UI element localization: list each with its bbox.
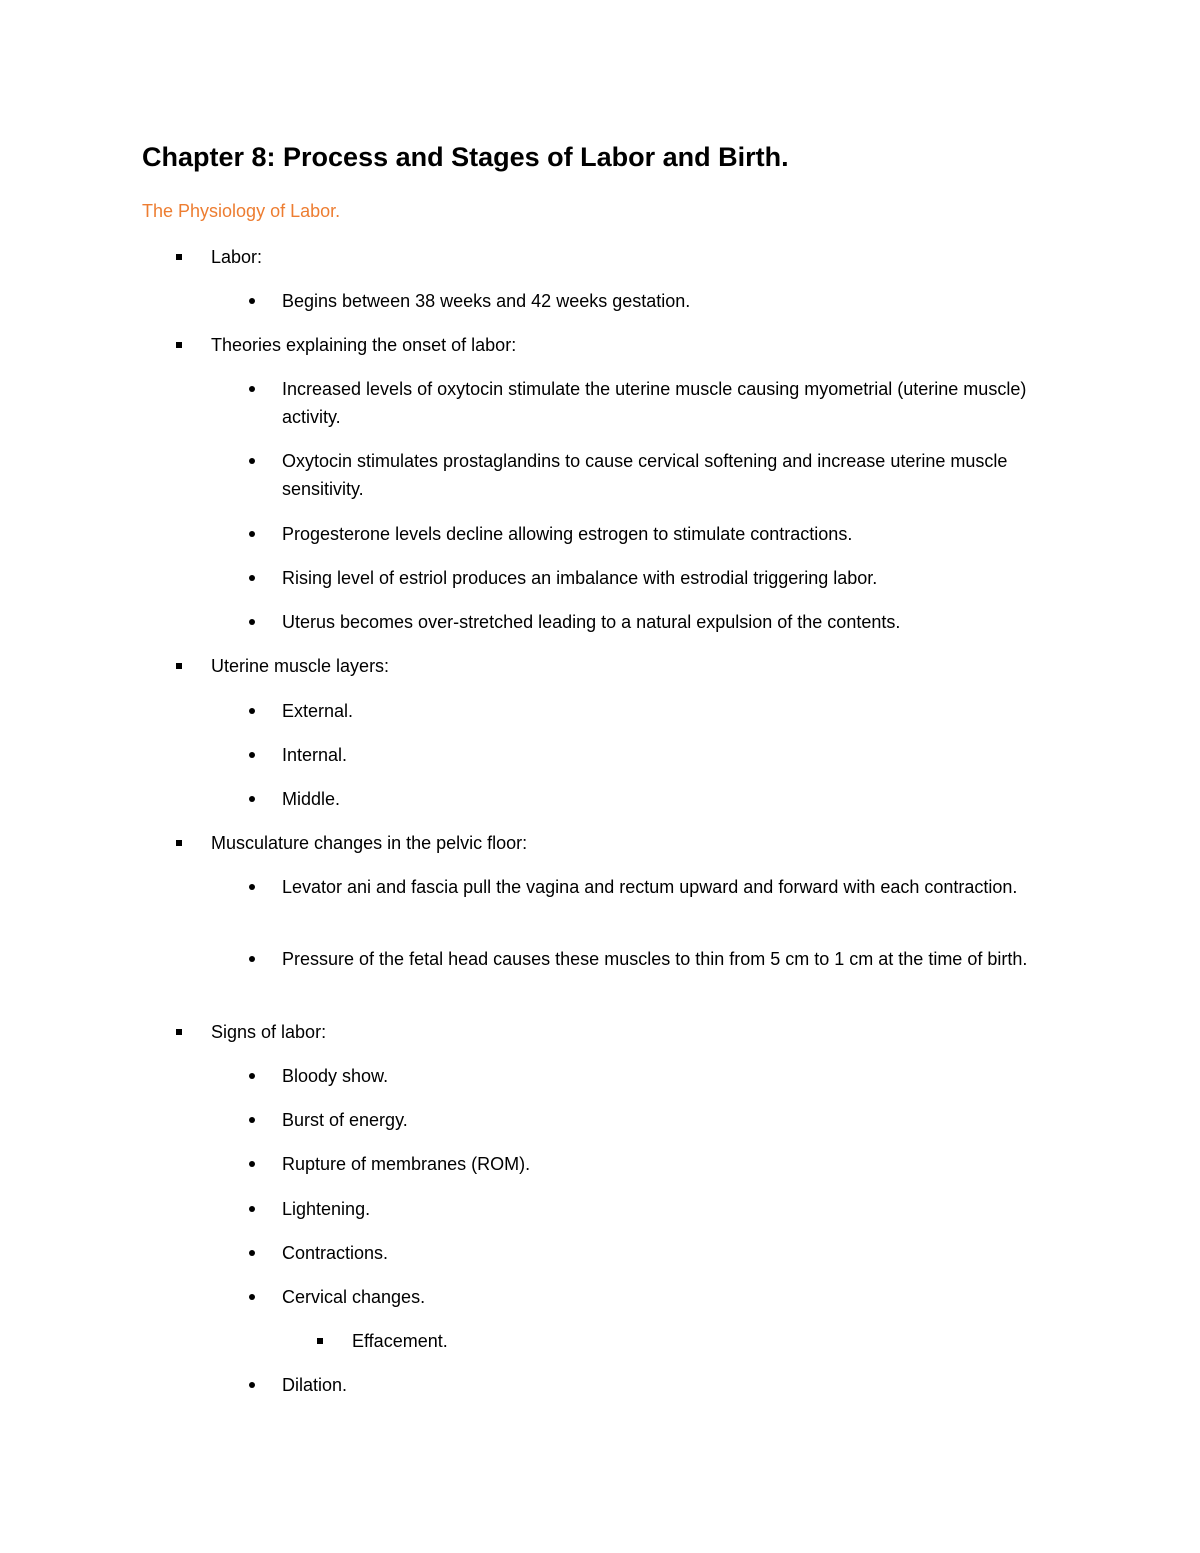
round-bullet-icon [249, 608, 255, 625]
square-bullet-icon [176, 331, 182, 348]
list-item: Labor: [211, 243, 262, 271]
list-item: Increased levels of oxytocin stimulate the uterine muscle causing myometrial (uterine muscle) activity. [282, 375, 1072, 431]
list-item: Pressure of the fetal head causes these muscles to thin from 5 cm to 1 cm at the time of birth. [282, 945, 1072, 973]
list-item: Begins between 38 weeks and 42 weeks gestation. [282, 287, 1072, 315]
list-item: Musculature changes in the pelvic floor: [211, 829, 527, 857]
list-item: Dilation. [282, 1371, 1072, 1399]
list-item: Middle. [282, 785, 1072, 813]
round-bullet-icon [249, 287, 255, 304]
list-item: Bloody show. [282, 1062, 1072, 1090]
round-bullet-icon [249, 741, 255, 758]
round-bullet-icon [249, 564, 255, 581]
square-bullet-icon [176, 652, 182, 669]
round-bullet-icon [249, 447, 255, 464]
list-item: Internal. [282, 741, 1072, 769]
list-item: Oxytocin stimulates prostaglandins to cause cervical softening and increase uterine muscle sensitivity. [282, 447, 1072, 503]
round-bullet-icon [249, 1062, 255, 1079]
list-item: Theories explaining the onset of labor: [211, 331, 516, 359]
chapter-title: Chapter 8: Process and Stages of Labor and Birth. [142, 142, 789, 172]
list-item: Contractions. [282, 1239, 1072, 1267]
list-item: Progesterone levels decline allowing estrogen to stimulate contractions. [282, 520, 1072, 548]
round-bullet-icon [249, 785, 255, 802]
list-item: Effacement. [352, 1327, 448, 1355]
list-item: Rupture of membranes (ROM). [282, 1150, 1072, 1178]
list-item: Cervical changes. [282, 1283, 1072, 1311]
round-bullet-icon [249, 1283, 255, 1300]
round-bullet-icon [249, 873, 255, 890]
round-bullet-icon [249, 1195, 255, 1212]
list-item: Levator ani and fascia pull the vagina and rectum upward and forward with each contraction. [282, 873, 1072, 901]
round-bullet-icon [249, 1106, 255, 1123]
square-bullet-icon [317, 1327, 323, 1344]
round-bullet-icon [249, 697, 255, 714]
round-bullet-icon [249, 520, 255, 537]
round-bullet-icon [249, 945, 255, 962]
list-item: Uterus becomes over-stretched leading to a natural expulsion of the contents. [282, 608, 1072, 636]
round-bullet-icon [249, 1239, 255, 1256]
list-item: External. [282, 697, 1072, 725]
list-item: Rising level of estriol produces an imbalance with estrodial triggering labor. [282, 564, 1072, 592]
round-bullet-icon [249, 375, 255, 392]
round-bullet-icon [249, 1150, 255, 1167]
list-item: Lightening. [282, 1195, 1072, 1223]
round-bullet-icon [249, 1371, 255, 1388]
list-item: Burst of energy. [282, 1106, 1072, 1134]
section-heading: The Physiology of Labor. [142, 201, 341, 221]
list-item: Uterine muscle layers: [211, 652, 389, 680]
square-bullet-icon [176, 1018, 182, 1035]
square-bullet-icon [176, 243, 182, 260]
square-bullet-icon [176, 829, 182, 846]
list-item: Signs of labor: [211, 1018, 326, 1046]
